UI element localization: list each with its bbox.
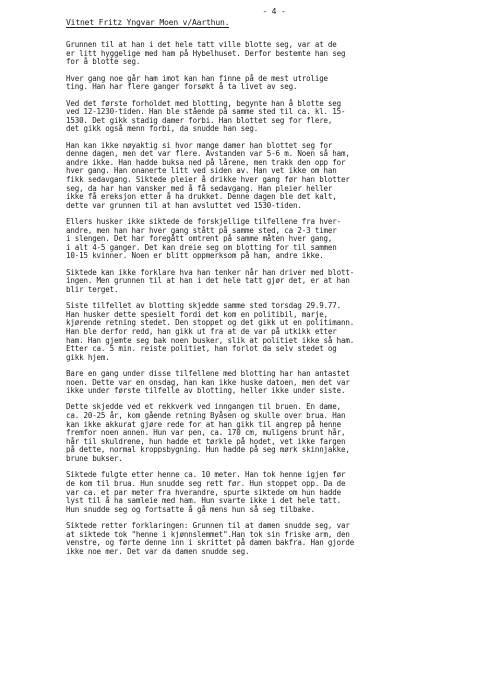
- text-line: lyst til å ha samleie med ham. Hun svarte ikke i det hele tatt.: [66, 496, 342, 506]
- text-line: Siste tilfellet av blotting skjedde samme sted torsdag 29.9.77.: [66, 301, 342, 311]
- text-line: ikke noe mer. Det var da damen snudde seg.: [66, 546, 250, 556]
- text-line: Hun snudde seg og fortsatte å gå mens hun så seg tilbake.: [66, 504, 315, 514]
- text-line: Ved det første forholdet med blotting, begynte han å blotte seg: [66, 98, 342, 108]
- text-line: Siktede kan ikke forklare hva han tenker når han driver med blott-: [66, 267, 355, 277]
- text-line: andre, men han har hver gang stått på samme sted, ca 2-3 timer: [66, 225, 337, 235]
- text-line: 10-15 kvinner. Noen er blitt oppmerksom på ham, andre ikke.: [66, 251, 324, 261]
- text-line: kjørende retning stedet. Den stoppet og det gikk ut en politimann.: [66, 318, 355, 328]
- text-line: for å blotte seg.: [66, 57, 141, 67]
- text-line: dette var grunnen til at han avsluttet ved 1530-tiden.: [66, 200, 302, 210]
- text-line: Dette skjedde ved et rekkverk ved inngangen til bruen. En dame,: [66, 402, 342, 412]
- text-line: ting. Han har flere ganger forsøkt å ta livet av seg.: [66, 82, 298, 92]
- text-line: seg, da har han vansker med å få sedavgang. Han pleier heller: [66, 183, 333, 193]
- text-line: blir terget.: [66, 284, 119, 294]
- statement-paragraph: [66, 522, 482, 556]
- text-line: gikk hjem.: [66, 352, 110, 362]
- text-line: Han husker dette spesielt fordi det kom en politibil, marje,: [66, 309, 328, 319]
- text-line: ca. 20-25 år, kom gående retning Byåsen og skulle over brua. Han: [66, 411, 346, 421]
- text-line: noen. Dette var en onsdag, han kan ikke huske datoen, men det var: [66, 377, 350, 387]
- statement-paragraph: [66, 269, 482, 295]
- text-line: ikke under første tilfelle av blotting, heller ikke under siste.: [66, 386, 346, 396]
- statement-paragraph: [66, 142, 482, 211]
- text-line: Hver gang noe går ham imot kan han finne på de mest utrolige: [66, 73, 328, 83]
- text-line: Han kan ikke nøyaktig si hvor mange damer han blottet seg for: [66, 140, 333, 150]
- statement-paragraph: [66, 471, 482, 514]
- text-line: Siktede retter forklaringen: Grunnen til at damen snudde seg, var: [66, 520, 350, 530]
- text-line: er litt hyggelige med ham på Hybelhuset. Derfor bestemte han seg: [66, 48, 346, 58]
- statement-paragraph: [66, 41, 482, 67]
- text-line: Ellers husker ikke siktede de forskjellige tilfellene fra hver-: [66, 217, 342, 227]
- text-line: fremfor noen annen. Hun var pen, ca. 170 cm, muligens brunt hår,: [66, 428, 346, 438]
- text-line: ham. Han gjemte seg bak noen busker, slik at politiet ikke så ham.: [66, 335, 355, 345]
- text-line: Siktede fulgte etter henne ca. 10 meter. Han tok henne igjen før: [66, 470, 346, 480]
- statement-body: [66, 41, 482, 556]
- text-line: på dette, normal kroppsbygning. Hun hadde på seg mørk skinnjakke,: [66, 445, 350, 455]
- text-line: brune bukser.: [66, 454, 123, 464]
- text-line: hår til skuldrene, hun hadde et tørkle på hodet, vet ikke fargen: [66, 436, 346, 446]
- statement-paragraph: [66, 75, 482, 92]
- statement-paragraph: [66, 403, 482, 463]
- text-line: var ca. et par meter fra hverandre, spurte siktede om hun hadde: [66, 487, 342, 497]
- text-line: andre ikke. Han hadde buksa ned på lårene, men trakk den opp for: [66, 157, 346, 167]
- text-line: det gikk også menn forbi, da snudde han seg.: [66, 124, 259, 134]
- text-line: 1530. Det gikk stadig damer forbi. Han blottet seg for flere,: [66, 115, 333, 125]
- page-number: - 4 -: [262, 7, 286, 16]
- text-line: Bare en gang under disse tilfellene med blotting har han antastet: [66, 369, 350, 378]
- text-line: hver gang. Han onanerte litt ved siden av. Han vet ikke om han: [66, 166, 337, 176]
- text-line: ikke få ereksjon etter å ha drukket. Denne dagen ble det kalt,: [66, 192, 337, 202]
- statement-paragraph: [66, 370, 482, 396]
- text-line: i slengen. Det har foregått omtrent på samme måten hver gang,: [66, 234, 333, 244]
- text-line: fikk sedavgang. Siktede pleier å drikke hver gang før han blotter: [66, 174, 350, 184]
- text-line: ved 12-1230-tiden. Han ble stående på samme sted til ca. kl. 15-: [66, 107, 346, 117]
- statement-paragraph: [66, 302, 482, 362]
- text-line: at siktede tok "henne i kjønnslemmet".Han tok sin friske arm, den: [66, 529, 350, 539]
- text-line: i alt 4-5 ganger. Det kan dreie seg om blotting for til sammen: [66, 242, 337, 252]
- statement-paragraph: [66, 100, 482, 134]
- text-line: ingen. Men grunnen til at han i det hele tatt gjør det, er at han: [66, 276, 350, 286]
- text-line: denne dagen, men det var flere. Avstanden var 5-6 m. Noen så ham,: [66, 149, 350, 159]
- witness-header: Vitnet Fritz Yngvar Moen v/Aarthun.: [66, 17, 230, 27]
- text-line: Etter ca. 5 min. reiste politiet, han forlot da selv stedet og: [66, 344, 337, 354]
- text-line: de kom til brua. Hun snudde seg rett før. Hun stoppet opp. Da de: [66, 478, 346, 488]
- text-line: Grunnen til at han i det hele tatt ville blotte seg, var at de: [66, 40, 337, 50]
- text-line: Han ble derfor redd, han gikk ut fra at de var på utkikk etter: [66, 326, 337, 336]
- statement-paragraph: [66, 218, 482, 261]
- text-line: kan ikke akkurat gjøre rede for at han gikk til angrep på henne: [66, 419, 342, 429]
- text-line: venstre, og førte denne inn i skrittet på damen bakfra. Han gjorde: [66, 538, 355, 548]
